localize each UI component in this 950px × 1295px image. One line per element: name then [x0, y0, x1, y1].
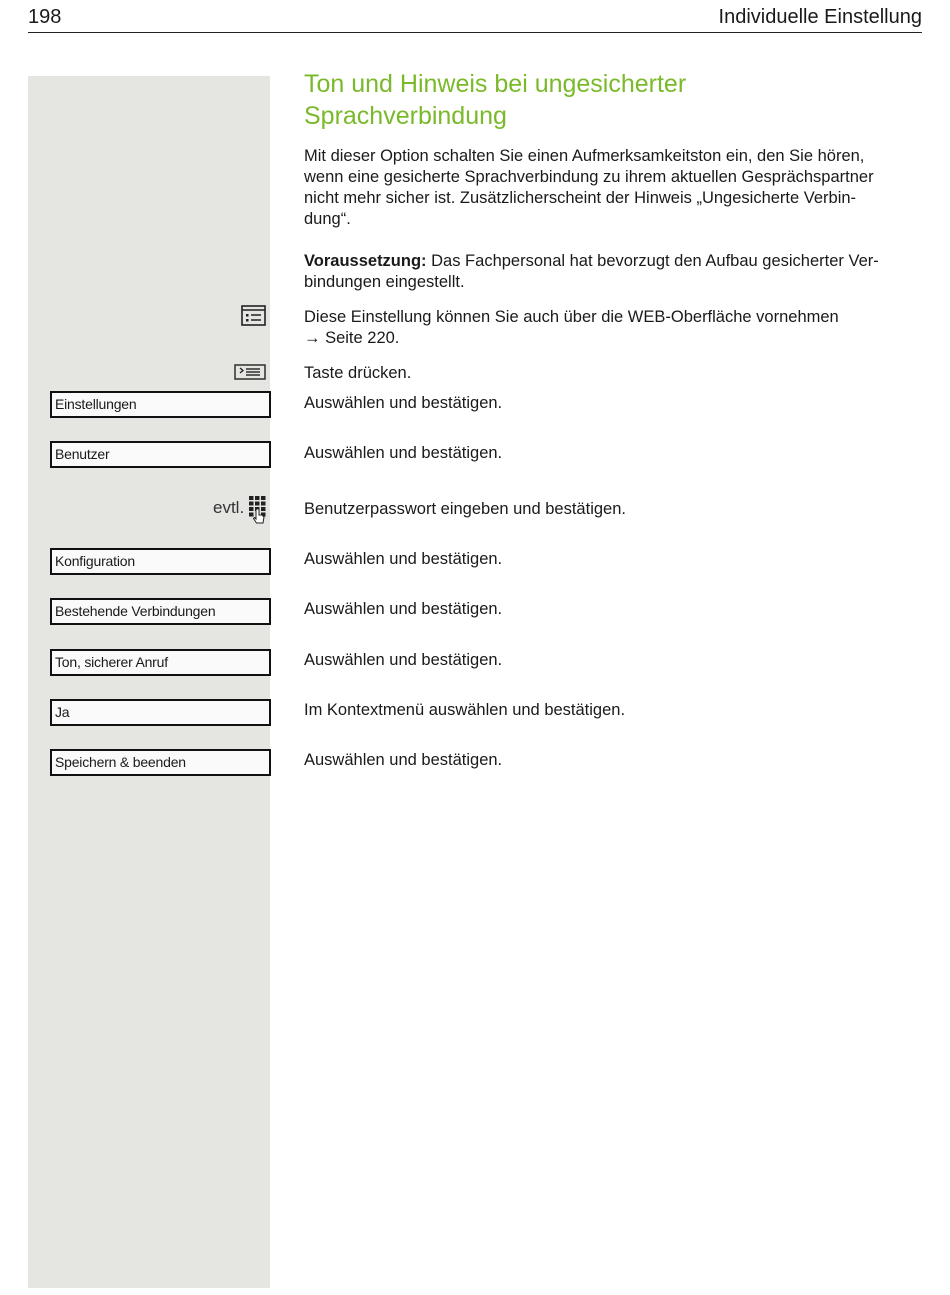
prerequisite-paragraph	[304, 251, 924, 293]
chapter-title: Individuelle Einstellung	[718, 6, 922, 28]
keypad-icon	[248, 495, 268, 525]
intro-paragraph	[304, 146, 924, 230]
step-text: Benutzerpasswort eingeben und bestätigen.	[304, 500, 626, 518]
step-text: Auswählen und bestätigen.	[304, 600, 503, 618]
web-note	[304, 307, 924, 349]
menu-item-ton-sicherer-anruf[interactable]: Ton, sicherer Anruf	[50, 649, 271, 676]
menu-item-konfiguration[interactable]: Konfiguration	[50, 548, 271, 575]
intro-line: dung“.	[304, 210, 351, 228]
menu-key-icon	[234, 364, 266, 380]
prerequisite-label: Voraussetzung:	[304, 252, 427, 270]
step-text: Auswählen und bestätigen.	[304, 550, 503, 568]
section-title	[304, 68, 924, 132]
menu-item-speichern-beenden[interactable]: Speichern & beenden	[50, 749, 271, 776]
menu-item-bestehende-verbindungen[interactable]: Bestehende Verbindungen	[50, 598, 271, 625]
page-reference-link[interactable]: Seite 220.	[320, 329, 400, 347]
optional-prefix: evtl.	[213, 498, 245, 517]
menu-item-ja[interactable]: Ja	[50, 699, 271, 726]
section-title-line-2: Sprachverbindung	[304, 102, 507, 130]
intro-line: wenn eine gesicherte Sprachverbindung zu ihrem aktuellen Gesprächspartner	[304, 168, 874, 186]
step-text: Taste drücken.	[304, 364, 412, 382]
header-divider	[28, 32, 922, 33]
web-note-text: Diese Einstellung können Sie auch über die WEB-Oberfläche vornehmen	[304, 308, 839, 326]
step-text: Im Kontextmenü auswählen und bestätigen.	[304, 701, 626, 719]
intro-line: nicht mehr sicher ist. Zusätzlicherscheint der Hinweis „Ungesicherte Verbin-	[304, 189, 857, 207]
intro-line: Mit dieser Option schalten Sie einen Aufmerksamkeitston ein, den Sie hören,	[304, 147, 865, 165]
step-text: Auswählen und bestätigen.	[304, 394, 503, 412]
sidebar	[28, 76, 270, 1288]
menu-item-einstellungen[interactable]: Einstellungen	[50, 391, 271, 418]
web-interface-icon	[241, 305, 266, 326]
step-text: Auswählen und bestätigen.	[304, 444, 503, 462]
menu-item-benutzer[interactable]: Benutzer	[50, 441, 271, 468]
step-text: Auswählen und bestätigen.	[304, 751, 503, 769]
prerequisite-text: Das Fachpersonal hat bevorzugt den Aufbau gesicherter Ver-	[426, 252, 879, 270]
page-number: 198	[28, 6, 62, 28]
arrow-right-icon: →	[304, 329, 321, 347]
prerequisite-text: bindungen eingestellt.	[304, 273, 465, 291]
section-title-line-1: Ton und Hinweis bei ungesicherter	[304, 70, 687, 98]
step-text: Auswählen und bestätigen.	[304, 651, 503, 669]
